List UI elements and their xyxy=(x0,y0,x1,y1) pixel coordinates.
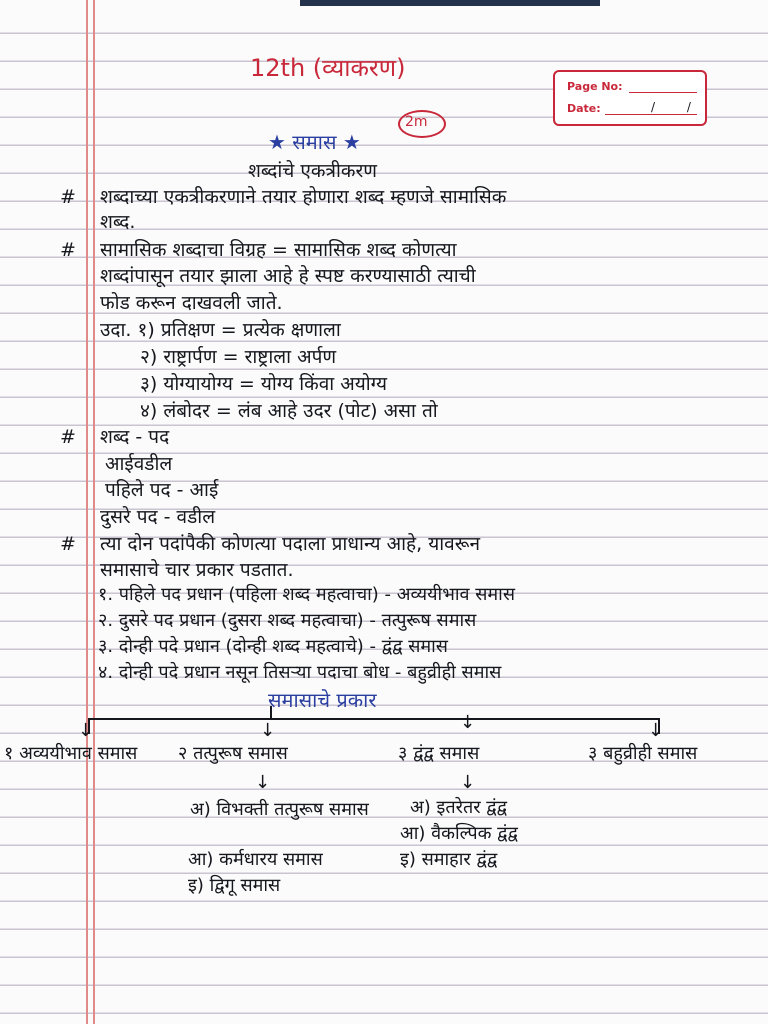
text-line: सामासिक शब्दाचा विग्रह = सामासिक शब्द कोणत्या xyxy=(100,239,457,261)
example-line: ३) योग्यायोग्य = योग्य किंवा अयोग्य xyxy=(140,373,388,395)
dvandva-sub-3: इ) समाहार द्वंद्व xyxy=(400,849,498,870)
type-item: ४. दोन्ही पदे प्रधान नसून तिसऱ्या पदाचा बोध - बहुव्रीही समास xyxy=(98,662,502,683)
tatpurush-sub-3: इ) द्विगू समास xyxy=(188,875,281,896)
text-line: शब्द - पद xyxy=(100,426,170,448)
text-line: आईवडील xyxy=(105,453,173,475)
date-separators: / / xyxy=(651,100,705,114)
example-line: ४) लंबोदर = लंब आहे उदर (पोट) असा तो xyxy=(140,400,438,422)
topic-subtitle: शब्दांचे एकत्रीकरण xyxy=(248,160,377,182)
arrow-icon: ↓ xyxy=(260,720,276,741)
page-title: 12th (व्याकरण) xyxy=(250,54,406,82)
bullet: # xyxy=(60,533,76,555)
text-line: शब्दाच्या एकत्रीकरणाने तयार होणारा शब्द म्हणजे सामासिक xyxy=(100,186,507,208)
dvandva-sub-1: अ) इतरेतर द्वंद्व xyxy=(410,797,507,818)
text-line: पहिले पद - आई xyxy=(105,479,219,501)
arrow-icon: ↓ xyxy=(255,772,271,793)
marks-badge: 2m xyxy=(405,114,428,130)
arrow-icon: ↓ xyxy=(78,720,94,741)
dvandva-sub-2: आ) वैकल्पिक द्वंद्व xyxy=(400,823,518,844)
branch-dvandva: ३ द्वंद्व समास xyxy=(398,743,480,764)
page-info-box xyxy=(553,70,707,126)
tatpurush-sub-1: अ) विभक्ती तत्पुरूष समास xyxy=(190,799,369,820)
tree-heading: समासाचे प्रकार xyxy=(268,688,377,712)
date-line xyxy=(605,114,697,115)
text-line: फोड करून दाखवली जाते. xyxy=(100,292,283,314)
margin-line xyxy=(93,0,95,1024)
arrow-icon: ↓ xyxy=(648,720,664,741)
text-line: दुसरे पद - वडील xyxy=(100,506,216,528)
bullet: # xyxy=(60,239,76,261)
type-item: ३. दोन्ही पदे प्रधान (दोन्ही शब्द महत्वाचे) - द्वंद्व समास xyxy=(98,636,448,657)
page-no-label: Page No: xyxy=(567,80,623,93)
tree-connector xyxy=(88,718,658,720)
arrow-icon: ↓ xyxy=(460,772,476,793)
text-line: शब्द. xyxy=(100,211,136,233)
example-line: उदा. १) प्रतिक्षण = प्रत्येक क्षणाला xyxy=(100,319,341,341)
binding-strip xyxy=(300,0,600,6)
branch-tatpurush: २ तत्पुरूष समास xyxy=(178,743,288,764)
page-no-line xyxy=(629,92,697,93)
type-item: २. दुसरे पद प्रधान (दुसरा शब्द महत्वाचा) - तत्पुरूष समास xyxy=(98,610,477,631)
bullet: # xyxy=(60,186,76,208)
type-item: १. पहिले पद प्रधान (पहिला शब्द महत्वाचा) - अव्ययीभाव समास xyxy=(98,584,516,605)
margin-line xyxy=(86,0,88,1024)
tatpurush-sub-2: आ) कर्मधारय समास xyxy=(188,849,323,870)
branch-bahuvrihi: ३ बहुव्रीही समास xyxy=(588,743,698,764)
topic-title: ★ समास ★ xyxy=(268,130,361,154)
date-label: Date: xyxy=(567,102,601,115)
example-line: २) राष्ट्रार्पण = राष्ट्राला अर्पण xyxy=(140,346,337,368)
branch-avyayibhav: १ अव्ययीभाव समास xyxy=(4,743,138,764)
bullet: # xyxy=(60,426,76,448)
text-line: समासाचे चार प्रकार पडतात. xyxy=(100,559,294,581)
text-line: शब्दांपासून तयार झाला आहे हे स्पष्ट करण्यासाठी त्याची xyxy=(100,265,476,287)
text-line: त्या दोन पदांपैकी कोणत्या पदाला प्राधान्य आहे, यावरून xyxy=(100,533,481,555)
tree-connector xyxy=(270,706,272,718)
arrow-icon: ↓ xyxy=(460,712,476,733)
